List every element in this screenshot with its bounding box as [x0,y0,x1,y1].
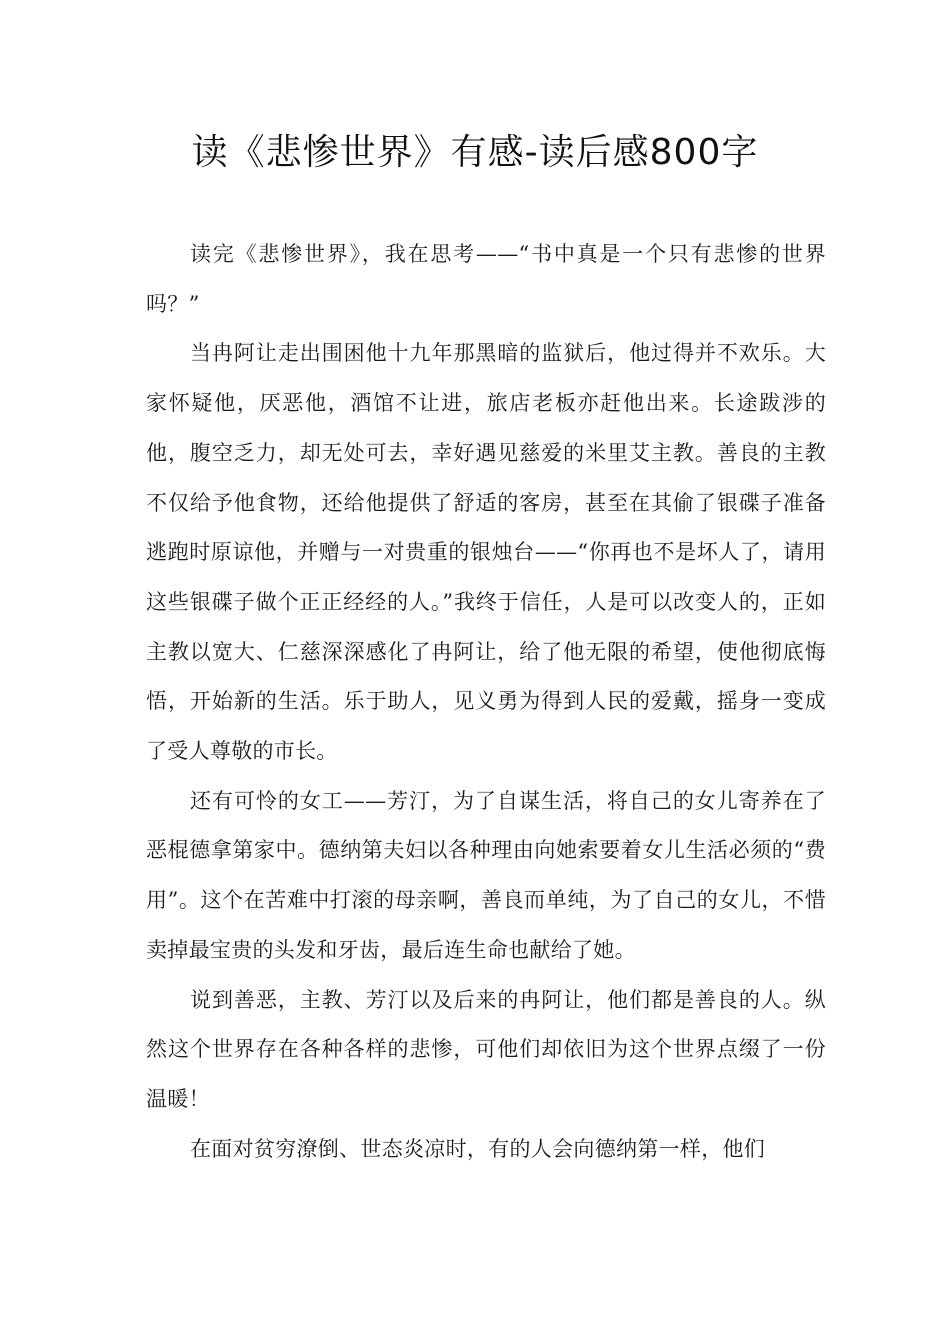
document-title: 读《悲惨世界》有感-读后感800字 [191,132,759,173]
paragraph-3: 还有可怜的女工——芳汀，为了自谋生活，将自己的女儿寄养在了恶棍德拿第家中。德纳第夫妇以各种理由向她索要着女儿生活必须的“费用”。这个在苦难中打滚的母亲啊，善良而单纯，为了自己的女儿，不惜卖掉最宝贵的头发和牙齿，最后连生命也献给了她。 [146,788,826,962]
paragraph-4: 说到善恶，主教、芳汀以及后来的冉阿让，他们都是善良的人。纵然这个世界存在各种各样的悲惨，可他们却依旧为这个世界点缀了一份温暖！ [146,987,826,1111]
document-body [146,230,826,1174]
paragraph-2: 当冉阿让走出围困他十九年那黑暗的监狱后，他过得并不欢乐。大家怀疑他，厌恶他，酒馆不让进，旅店老板亦赶他出来。长途跋涉的他，腹空乏力，却无处可去，幸好遇见慈爱的米里艾主教。善良的主教不仅给予他食物，还给他提供了舒适的客房，甚至在其偷了银碟子准备逃跑时原谅他，并赠与一对贵重的银烛台——“你再也不是坏人了，请用这些银碟子做个正正经经的人。”我终于信任，人是可以改变人的，正如主教以宽大、仁慈深深感化了冉阿让，给了他无限的希望，使他彻底悔悟，开始新的生活。乐于助人，见义勇为得到人民的爱戴，摇身一变成了受人尊敬的市长。 [146,341,826,764]
paragraph-5: 在面对贫穷潦倒、世态炎凉时，有的人会向德纳第一样，他们 [190,1136,766,1161]
paragraph-1: 读完《悲惨世界》，我在思考——“书中真是一个只有悲惨的世界吗？” [146,242,826,316]
